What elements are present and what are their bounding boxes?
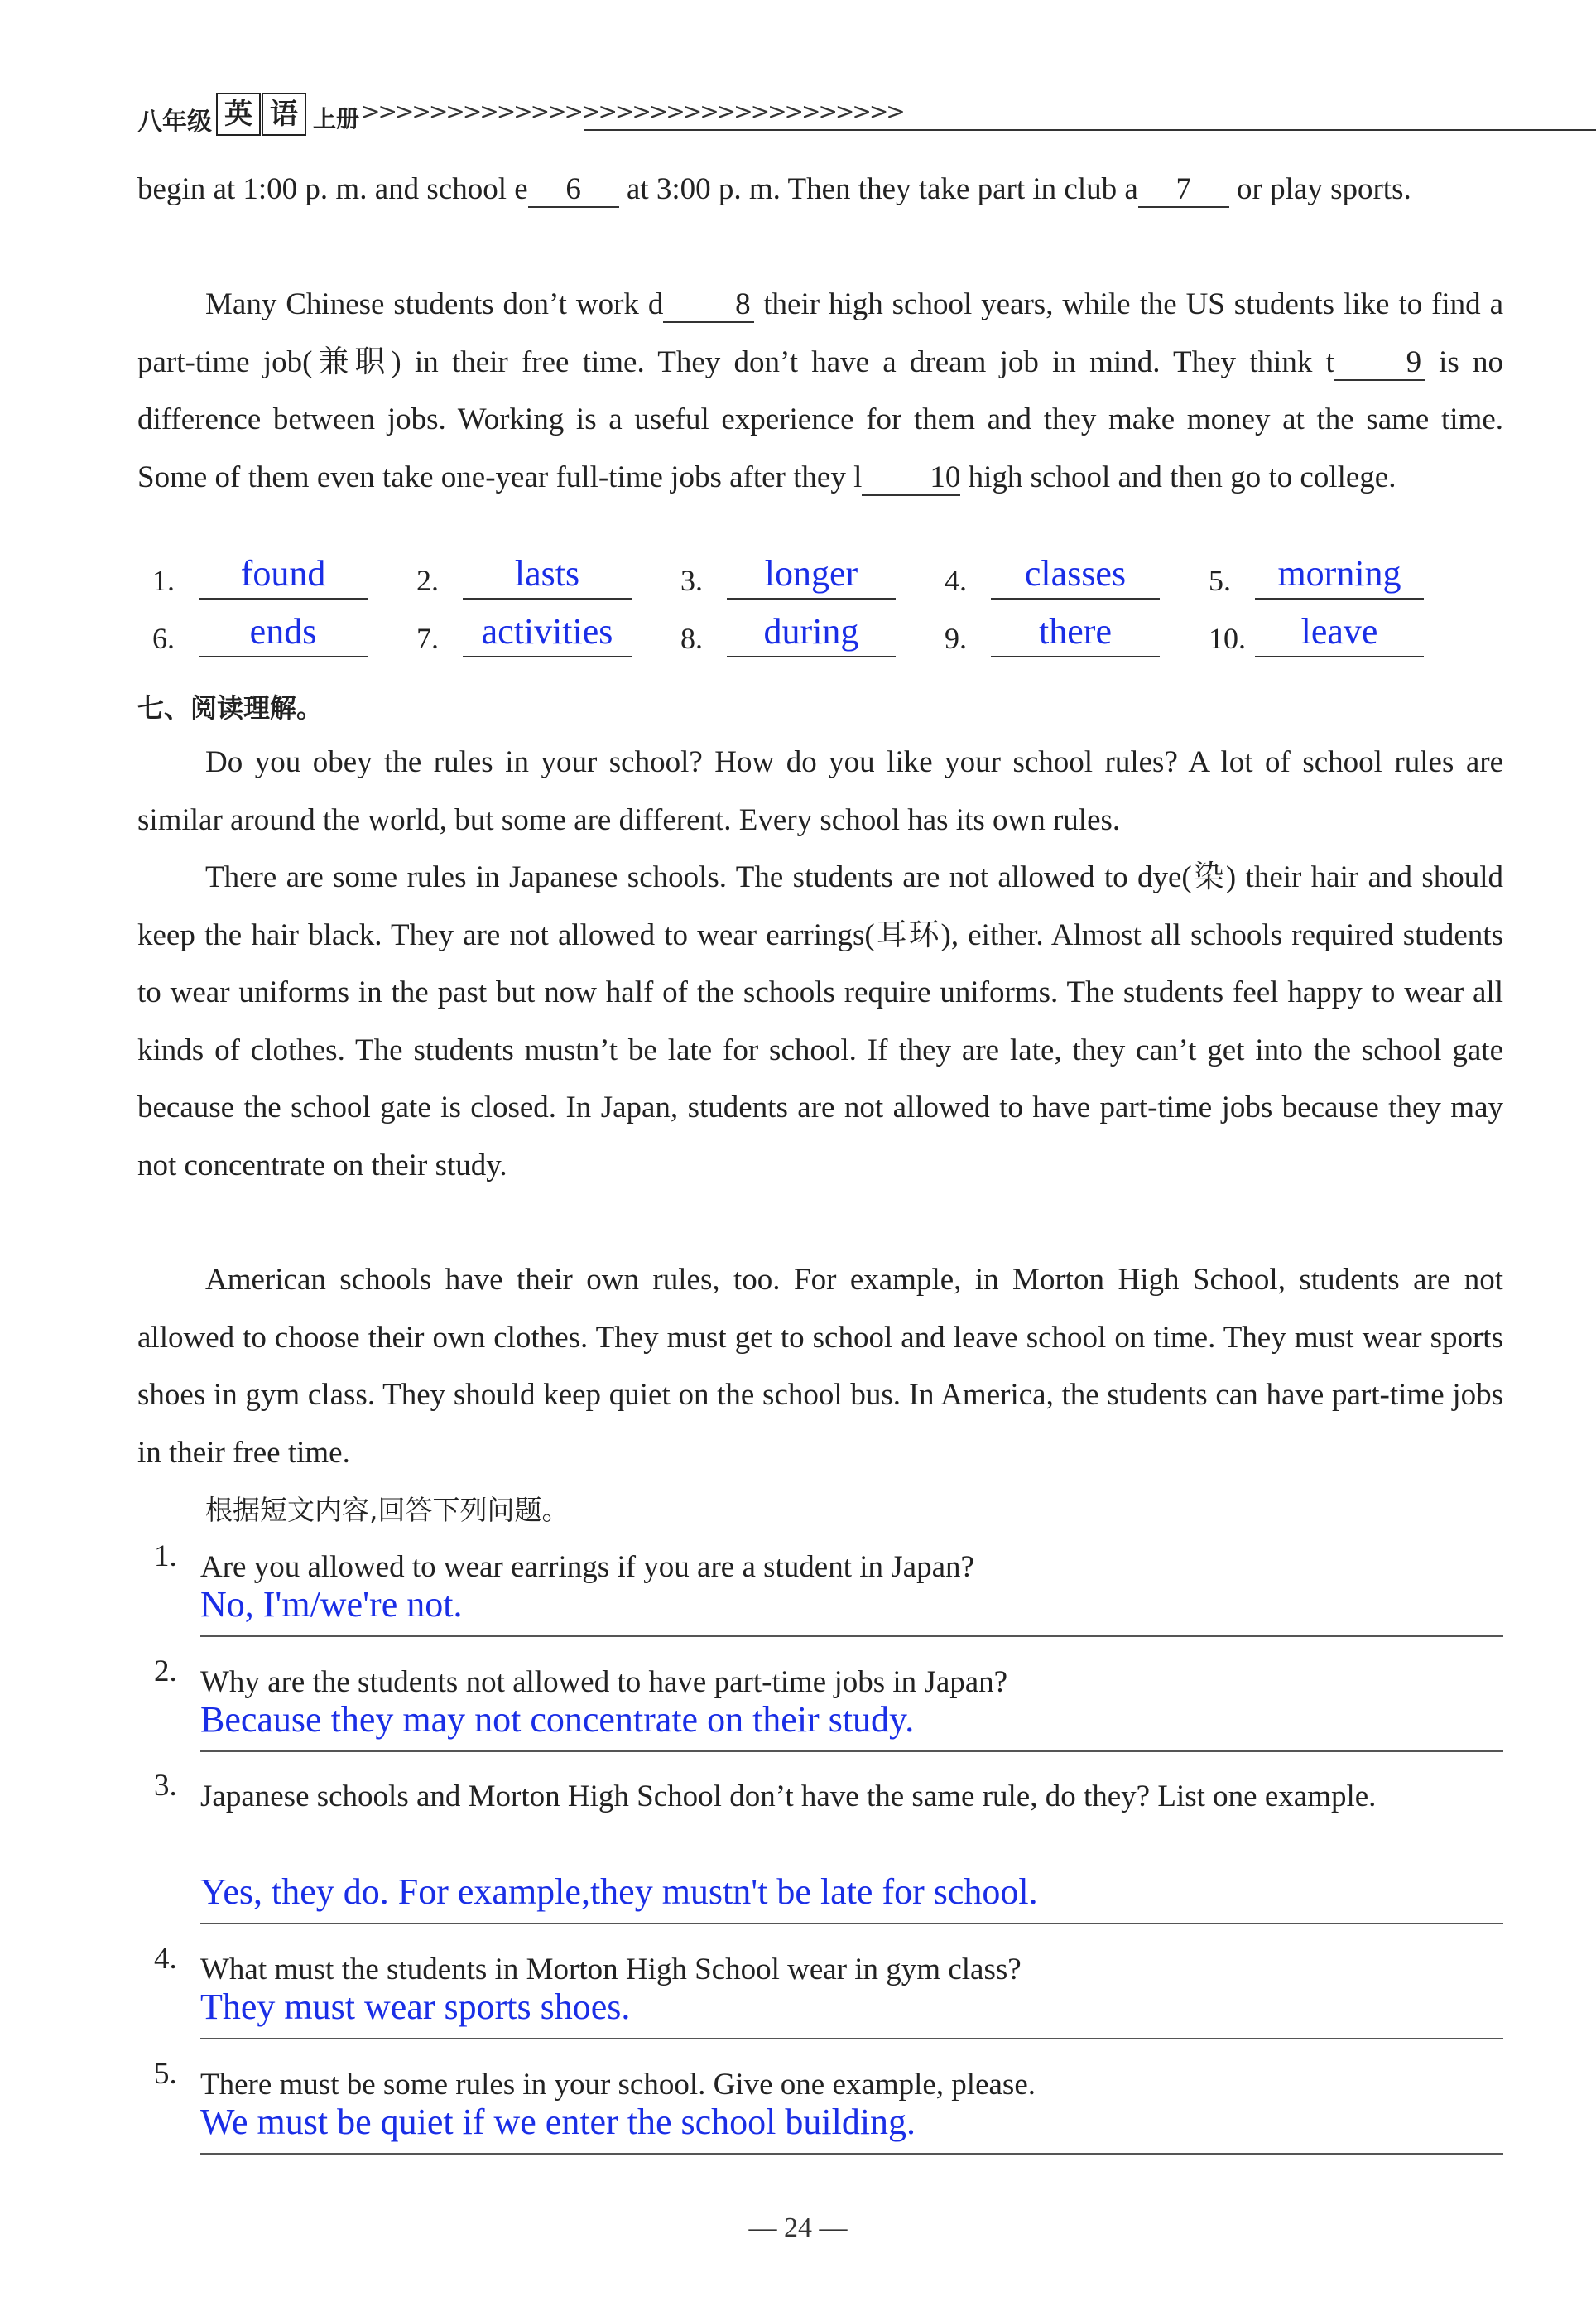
answer-line: [199, 656, 368, 657]
cloze-blank-8: 8: [663, 288, 754, 323]
question-number: 5.: [154, 2057, 177, 2091]
question-answer: Yes, they do. For example,they mustn't be late for school.: [200, 1871, 1038, 1912]
question-text: Why are the students not allowed to have part-time jobs in Japan?: [200, 1665, 1008, 1699]
question-text: Japanese schools and Morton High School don’t have the same rule, do they? List one example.: [200, 1779, 1377, 1813]
question-number: 2.: [154, 1654, 177, 1688]
question-text: Are you allowed to wear earrings if you are a student in Japan?: [200, 1550, 974, 1584]
header-arrows: >>>>>>>>>>>>>>>>>>>>>>>>>>>>>>>>: [361, 98, 903, 125]
cloze-blank-7: 7: [1138, 173, 1229, 208]
page-number: — 24 —: [748, 2213, 848, 2243]
header-subject-char-1: 英: [216, 93, 261, 136]
header-volume: 上册: [313, 105, 360, 132]
answer-line: [991, 598, 1160, 600]
answer-handwriting: classes: [1024, 553, 1127, 594]
answer-handwriting: there: [1039, 611, 1112, 652]
cloze-text: their high school years, while the US students like to find a part-time job(兼职) in their free time. They don’t have a dream job in mind. They think t: [137, 287, 1503, 379]
answer-rule: [200, 1635, 1503, 1637]
answer-number: 1.: [152, 564, 175, 597]
cloze-answer-item: [1209, 547, 1457, 604]
answer-number: 7.: [416, 622, 439, 655]
reading-instruction: 根据短文内容,回答下列问题。: [205, 1494, 570, 1526]
cloze-answer-item: [152, 604, 401, 662]
cloze-answer-item: [680, 604, 929, 662]
reading-paragraph-3: American schools have their own rules, too. For example, in Morton High School, students are not allowed to choose their own clothes. They must get to school and leave school on time. They must wear sports shoes in gym class. They should keep quiet on the school bus. In America, the students can have part-time jobs in their free time.: [137, 1263, 1503, 1470]
cloze-answer-item: [1209, 604, 1457, 662]
question-text: What must the students in Morton High School wear in gym class?: [200, 1953, 1022, 1986]
section-title-reading: 七、阅读理解。: [137, 692, 324, 724]
cloze-text: or play sports.: [1228, 172, 1411, 206]
question-1: [154, 1539, 1503, 1638]
cloze-answer-item: [152, 547, 401, 604]
answer-line: [727, 656, 896, 657]
question-text: There must be some rules in your school. Give one example, please.: [200, 2068, 1036, 2102]
cloze-blank-9: 9: [1334, 346, 1425, 381]
cloze-text: begin at 1:00 p. m. and school e: [137, 172, 528, 206]
reading-paragraph-1: Do you obey the rules in your school? How do you like your school rules? A lot of school rules are similar around the world, but some are different. Every school has its own rules.: [137, 745, 1503, 837]
answer-rule: [200, 2038, 1503, 2039]
answer-handwriting: ends: [249, 611, 317, 652]
question-answer: They must wear sports shoes.: [200, 1986, 631, 2027]
answer-rule: [200, 2153, 1503, 2155]
cloze-answer-item: [680, 547, 929, 604]
answer-number: 5.: [1209, 564, 1231, 597]
cloze-text: Many Chinese students don’t work d: [205, 287, 664, 321]
question-3: [154, 1768, 1503, 1925]
answer-line: [463, 656, 632, 657]
answer-number: 3.: [680, 564, 703, 597]
answer-line: [1255, 598, 1424, 600]
question-number: 1.: [154, 1539, 177, 1573]
question-answer: Because they may not concentrate on their study.: [200, 1699, 915, 1740]
cloze-paragraph-1: [137, 161, 1503, 219]
cloze-answer-grid: [137, 547, 1503, 662]
answer-rule: [200, 1750, 1503, 1752]
question-number: 3.: [154, 1769, 177, 1803]
question-4: [154, 1941, 1503, 2040]
header-subject-char-2: 语: [262, 93, 306, 136]
answer-number: 6.: [152, 622, 175, 655]
question-5: [154, 2056, 1503, 2155]
answer-line: [199, 598, 368, 600]
question-number: 4.: [154, 1942, 177, 1976]
answer-line: [1255, 656, 1424, 657]
answer-handwriting: morning: [1277, 553, 1401, 594]
cloze-paragraph-2: [137, 276, 1503, 506]
cloze-answer-item: [945, 604, 1193, 662]
answer-handwriting: leave: [1300, 611, 1378, 652]
reading-paragraph-2: There are some rules in Japanese schools. The students are not allowed to dye(染) their hair and should keep the hair black. They are not allowed to wear earrings(耳环), either. Almost all schools required students to wear uniforms in the past but now half of the schools require uniforms. The students feel happy to wear all kinds of clothes. The students mustn’t be late for school. If they are late, they can’t get into the school gate because the school gate is closed. In Japan, students are not allowed to have part-time jobs because they may not concentrate on their study.: [137, 860, 1503, 1182]
header-rule: [584, 129, 1596, 131]
cloze-answer-item: [945, 547, 1193, 604]
answer-handwriting: during: [763, 611, 859, 652]
cloze-answer-item: [416, 604, 665, 662]
cloze-blank-6: 6: [528, 173, 619, 208]
answer-line: [463, 598, 632, 600]
answer-handwriting: longer: [764, 553, 858, 594]
cloze-text: at 3:00 p. m. Then they take part in club a: [618, 172, 1138, 206]
page-header: [137, 89, 1503, 136]
answer-number: 4.: [945, 564, 967, 597]
answer-line: [991, 656, 1160, 657]
answer-handwriting: lasts: [514, 553, 580, 594]
answer-handwriting: found: [240, 553, 326, 594]
answer-number: 2.: [416, 564, 439, 597]
answer-rule: [200, 1923, 1503, 1924]
cloze-text: is no difference between jobs. Working is a useful experience for them and they make money at the same time. Some of them even take one-year full-time jobs after they l: [137, 344, 1503, 494]
answer-handwriting: activities: [481, 611, 613, 652]
header-grade: 八年级: [137, 108, 212, 137]
cloze-blank-10: 10: [862, 461, 960, 496]
cloze-answer-item: [416, 547, 665, 604]
question-2: [154, 1654, 1503, 1753]
answer-line: [727, 598, 896, 600]
cloze-text: high school and then go to college.: [960, 460, 1396, 494]
question-answer: No, I'm/we're not.: [200, 1584, 463, 1625]
answer-number: 8.: [680, 622, 703, 655]
answer-number: 9.: [945, 622, 967, 655]
answer-number: 10.: [1209, 622, 1246, 655]
question-answer: We must be quiet if we enter the school building.: [200, 2102, 916, 2142]
